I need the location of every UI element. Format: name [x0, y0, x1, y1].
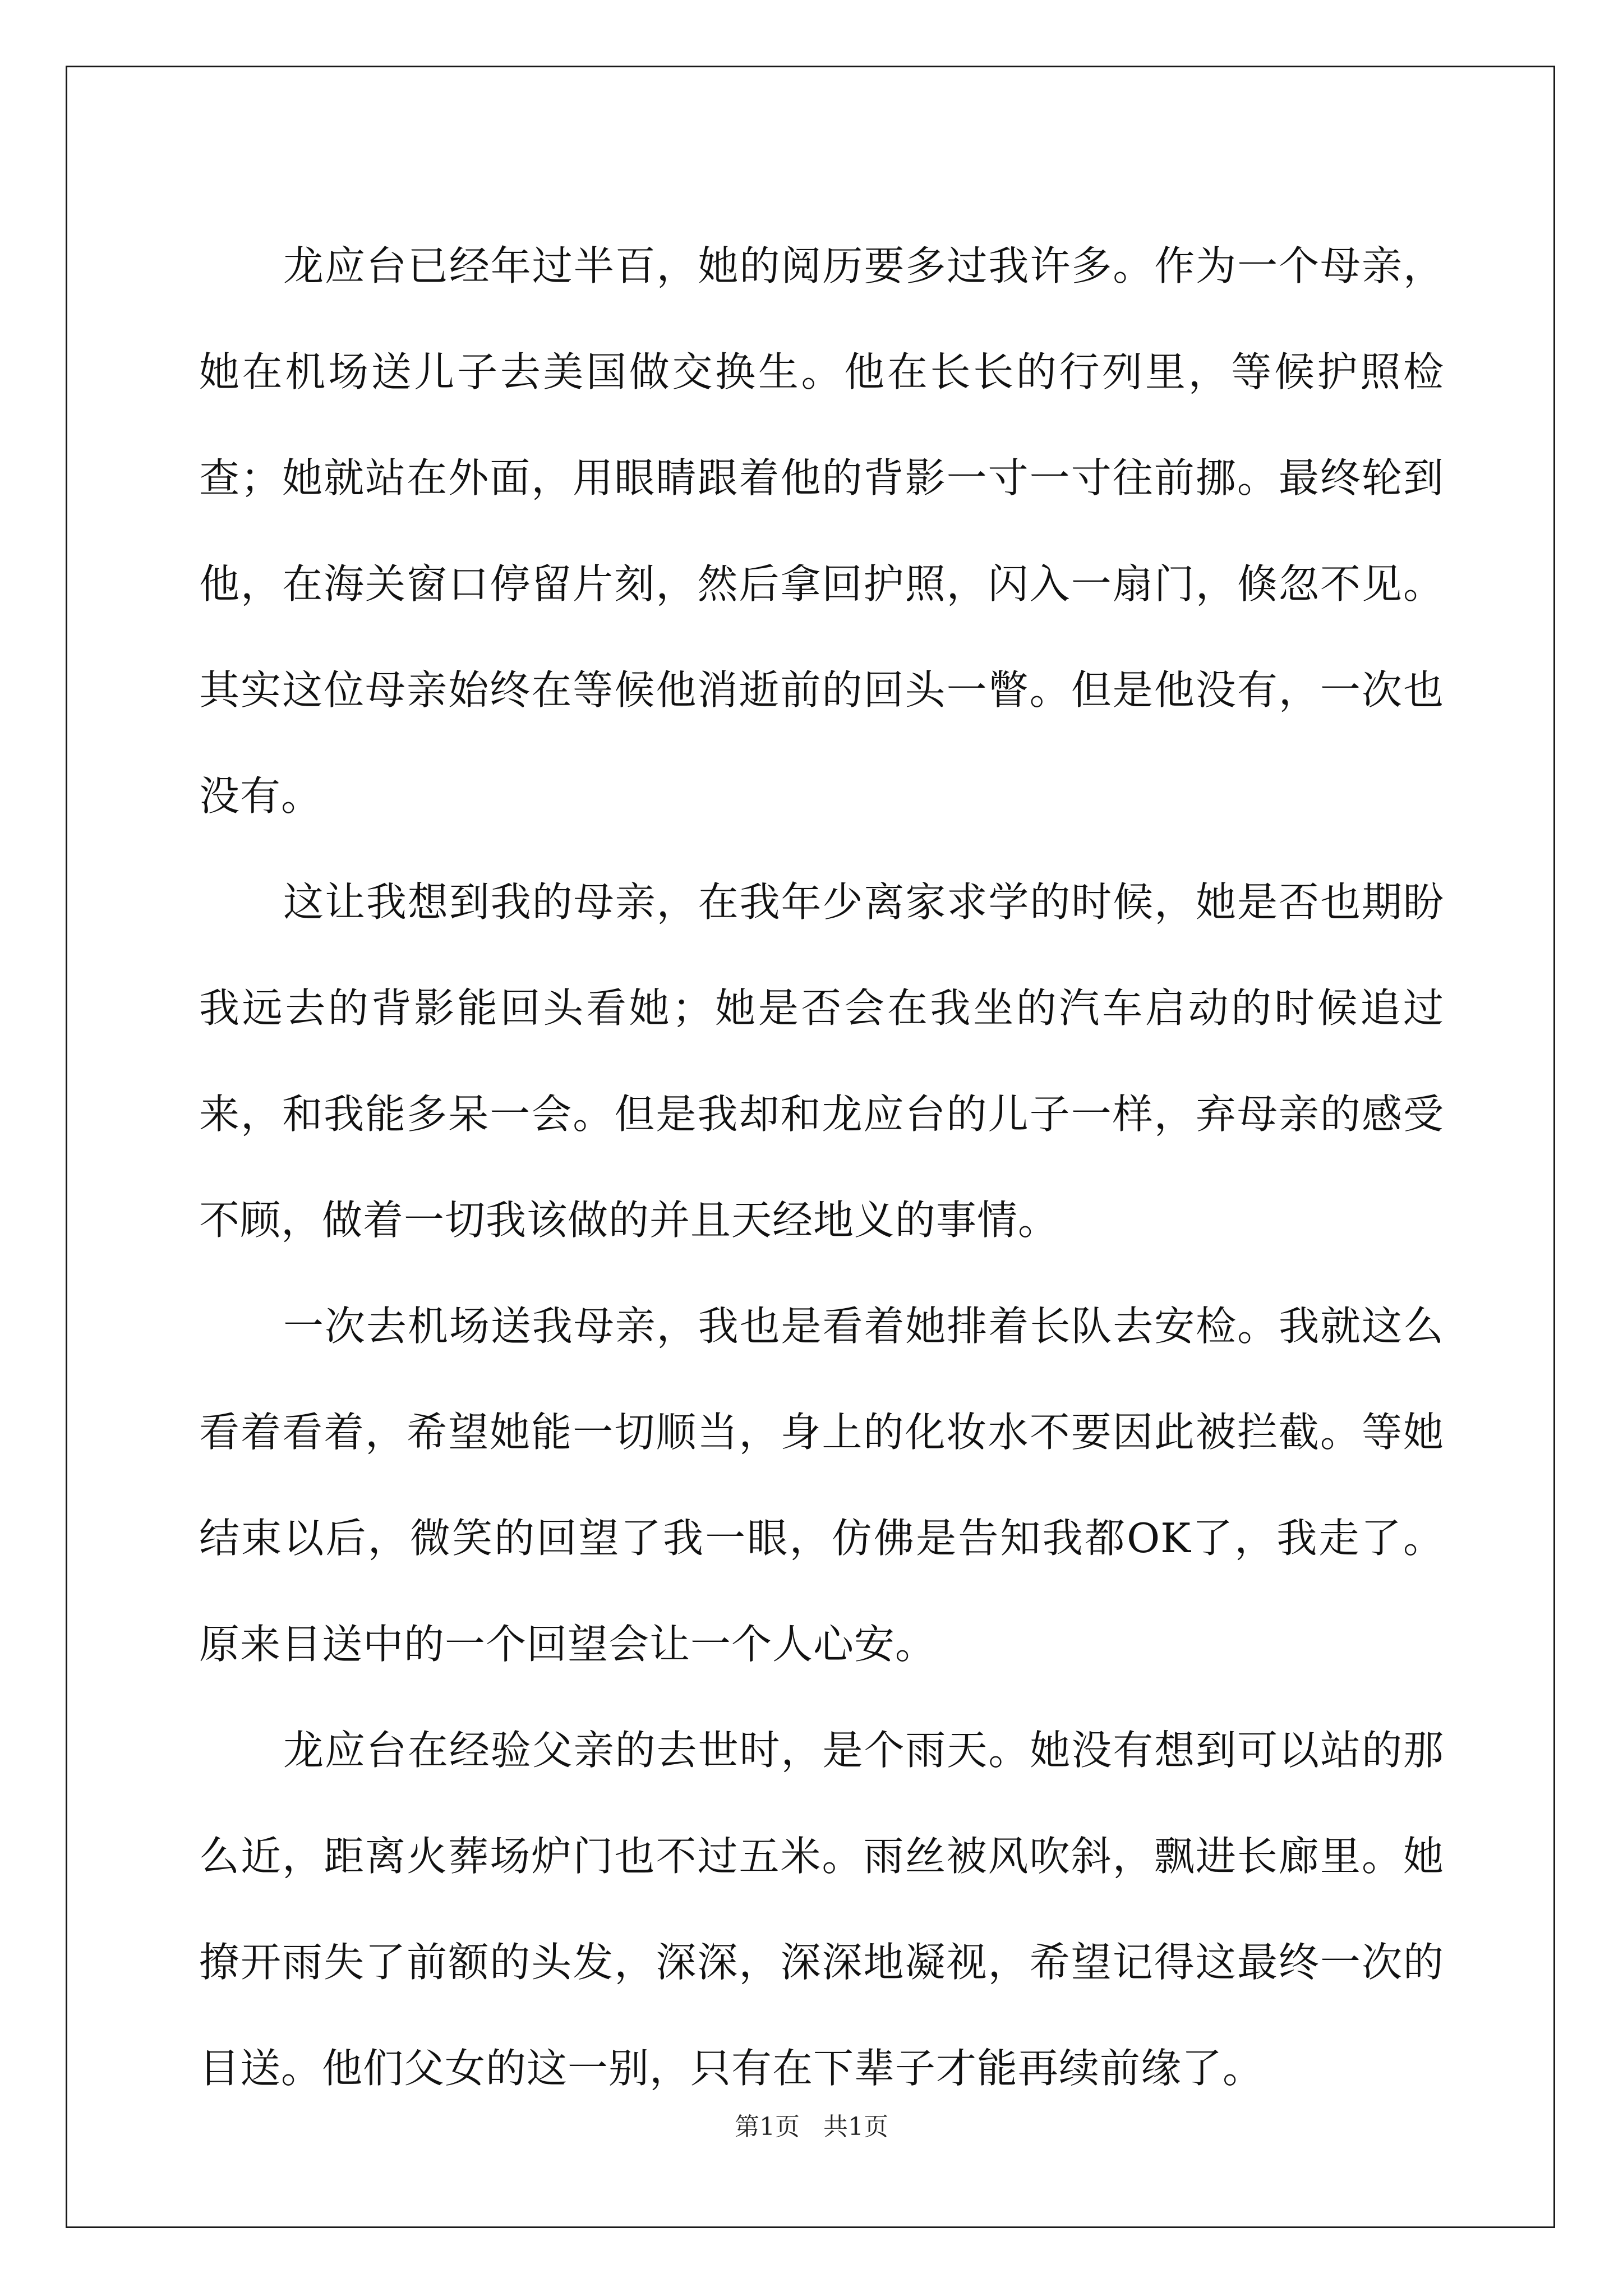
paragraph-1: 龙应台已经年过半百，她的阅历要多过我许多。作为一个母亲，她在机场送儿子去美国做交换生。他在长长的行列里，等候护照检查；她就站在外面，用眼睛跟着他的背影一寸一寸往前挪。最终轮到他，在海关窗口停留片刻，然后拿回护照，闪入一扇门，倏忽不见。其实这位母亲始终在等候他消逝前的回头一瞥。但是他没有，一次也没有。 [199, 242, 1444, 820]
document-body [199, 213, 1444, 2122]
paragraph-4: 龙应台在经验父亲的去世时，是个雨天。她没有想到可以站的那么近，距离火葬场炉门也不过五米。雨丝被风吹斜，飘进长廊里。她撩开雨失了前额的头发，深深，深深地凝视，希望记得这最终一次的目送。他们父女的这一别，只有在下辈子才能再续前缘了。 [199, 1727, 1444, 2092]
paragraph-2: 这让我想到我的母亲，在我年少离家求学的时候，她是否也期盼我远去的背影能回头看她；她是否会在我坐的汽车启动的时候追过来，和我能多呆一会。但是我却和龙应台的儿子一样，弃母亲的感受不顾，做着一切我该做的并且天经地义的事情。 [199, 878, 1444, 1244]
page-footer: 第1页 共1页 [735, 2113, 888, 2141]
paragraph-3: 一次去机场送我母亲，我也是看着她排着长队去安检。我就这么看着看着，希望她能一切顺当，身上的化妆水不要因此被拦截。等她结束以后，微笑的回望了我一眼，仿佛是告知我都OK了，我走了。原来目送中的一个回望会让一个人心安。 [199, 1303, 1444, 1668]
